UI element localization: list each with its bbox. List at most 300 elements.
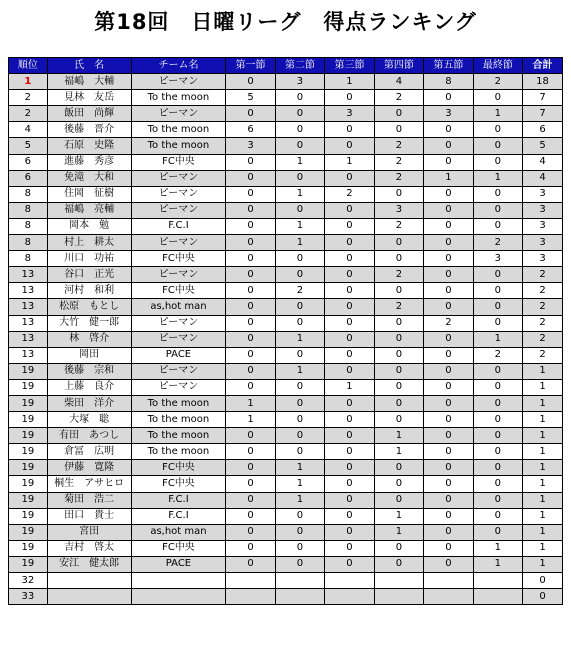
round-3-cell: 0 bbox=[325, 267, 374, 283]
round-5-cell: 0 bbox=[424, 218, 473, 234]
table-row bbox=[9, 444, 563, 460]
round-4-cell: 0 bbox=[374, 283, 423, 299]
round-3-cell: 0 bbox=[325, 122, 374, 138]
round-3-cell: 0 bbox=[325, 508, 374, 524]
round-1-cell: 0 bbox=[226, 235, 275, 251]
round-3-cell: 1 bbox=[325, 154, 374, 170]
round-2-cell: 1 bbox=[275, 363, 324, 379]
rank-cell: 8 bbox=[9, 186, 48, 202]
table-row bbox=[9, 315, 563, 331]
table-row bbox=[9, 363, 563, 379]
round-5-cell: 0 bbox=[424, 412, 473, 428]
round-1-cell: 0 bbox=[226, 540, 275, 556]
round-5-cell: 0 bbox=[424, 186, 473, 202]
round-3-cell: 0 bbox=[325, 460, 374, 476]
total-cell: 1 bbox=[523, 540, 563, 556]
team-cell: ピーマン bbox=[131, 267, 226, 283]
round-3-cell: 0 bbox=[325, 476, 374, 492]
table-row bbox=[9, 154, 563, 170]
rank-cell: 19 bbox=[9, 508, 48, 524]
final-round-cell: 0 bbox=[473, 218, 522, 234]
rank-cell: 4 bbox=[9, 122, 48, 138]
final-round-cell: 0 bbox=[473, 508, 522, 524]
round-4-cell: 0 bbox=[374, 363, 423, 379]
round-3-cell: 2 bbox=[325, 186, 374, 202]
round-1-cell: 0 bbox=[226, 363, 275, 379]
player-name-cell: 住岡 征樹 bbox=[47, 186, 131, 202]
table-row bbox=[9, 251, 563, 267]
player-name-cell: 安江 健太郎 bbox=[47, 556, 131, 572]
team-cell: F.C.I bbox=[131, 218, 226, 234]
round-2-cell: 0 bbox=[275, 122, 324, 138]
player-name-cell: 福嶋 大輔 bbox=[47, 74, 131, 90]
rank-cell: 13 bbox=[9, 331, 48, 347]
round-4-cell: 0 bbox=[374, 186, 423, 202]
round-2-cell: 3 bbox=[275, 74, 324, 90]
round-3-cell bbox=[325, 589, 374, 605]
round-1-cell: 0 bbox=[226, 460, 275, 476]
team-cell: To the moon bbox=[131, 90, 226, 106]
round-3-cell: 0 bbox=[325, 202, 374, 218]
round-4-cell: 2 bbox=[374, 90, 423, 106]
round-1-cell: 1 bbox=[226, 395, 275, 411]
round-4-cell: 3 bbox=[374, 202, 423, 218]
round-5-cell: 0 bbox=[424, 283, 473, 299]
round-5-cell: 1 bbox=[424, 170, 473, 186]
round-2-cell: 0 bbox=[275, 90, 324, 106]
total-cell: 2 bbox=[523, 331, 563, 347]
team-cell: as,hot man bbox=[131, 524, 226, 540]
final-round-cell: 0 bbox=[473, 283, 522, 299]
header-team: チーム名 bbox=[131, 58, 226, 74]
round-3-cell: 0 bbox=[325, 170, 374, 186]
round-1-cell bbox=[226, 573, 275, 589]
player-name-cell bbox=[47, 589, 131, 605]
round-4-cell: 2 bbox=[374, 138, 423, 154]
round-2-cell: 0 bbox=[275, 347, 324, 363]
round-4-cell: 2 bbox=[374, 299, 423, 315]
table-row bbox=[9, 460, 563, 476]
round-4-cell: 4 bbox=[374, 74, 423, 90]
final-round-cell: 0 bbox=[473, 299, 522, 315]
total-cell: 2 bbox=[523, 315, 563, 331]
round-4-cell: 0 bbox=[374, 476, 423, 492]
player-name-cell: 河村 和利 bbox=[47, 283, 131, 299]
player-name-cell bbox=[47, 573, 131, 589]
round-4-cell: 0 bbox=[374, 315, 423, 331]
total-cell: 1 bbox=[523, 460, 563, 476]
round-3-cell: 0 bbox=[325, 412, 374, 428]
round-3-cell: 0 bbox=[325, 395, 374, 411]
round-4-cell: 0 bbox=[374, 492, 423, 508]
round-5-cell: 0 bbox=[424, 524, 473, 540]
round-4-cell: 0 bbox=[374, 122, 423, 138]
round-2-cell: 0 bbox=[275, 444, 324, 460]
player-name-cell: 桐生 アサヒロ bbox=[47, 476, 131, 492]
round-5-cell: 0 bbox=[424, 444, 473, 460]
total-cell: 1 bbox=[523, 428, 563, 444]
team-cell: ピーマン bbox=[131, 331, 226, 347]
table-row bbox=[9, 540, 563, 556]
total-cell: 3 bbox=[523, 202, 563, 218]
round-1-cell: 0 bbox=[226, 170, 275, 186]
final-round-cell: 1 bbox=[473, 556, 522, 572]
round-4-cell: 0 bbox=[374, 106, 423, 122]
table-row bbox=[9, 428, 563, 444]
table-row bbox=[9, 573, 563, 589]
round-3-cell: 0 bbox=[325, 331, 374, 347]
table-row bbox=[9, 476, 563, 492]
round-2-cell bbox=[275, 573, 324, 589]
round-1-cell: 0 bbox=[226, 202, 275, 218]
round-1-cell: 0 bbox=[226, 379, 275, 395]
final-round-cell: 0 bbox=[473, 379, 522, 395]
round-1-cell: 3 bbox=[226, 138, 275, 154]
team-cell: FC中央 bbox=[131, 460, 226, 476]
round-2-cell: 2 bbox=[275, 283, 324, 299]
round-4-cell: 0 bbox=[374, 540, 423, 556]
table-row bbox=[9, 508, 563, 524]
total-cell: 1 bbox=[523, 412, 563, 428]
round-3-cell: 0 bbox=[325, 218, 374, 234]
round-2-cell: 0 bbox=[275, 412, 324, 428]
round-1-cell: 0 bbox=[226, 267, 275, 283]
player-name-cell: 伊藤 寛隆 bbox=[47, 460, 131, 476]
header-round-4: 第四節 bbox=[374, 58, 423, 74]
round-4-cell: 0 bbox=[374, 347, 423, 363]
final-round-cell: 2 bbox=[473, 347, 522, 363]
total-cell: 1 bbox=[523, 492, 563, 508]
ranking-table bbox=[8, 57, 563, 605]
header-row bbox=[9, 58, 563, 74]
round-1-cell: 0 bbox=[226, 444, 275, 460]
player-name-cell: 松原 もとし bbox=[47, 299, 131, 315]
round-3-cell: 0 bbox=[325, 251, 374, 267]
round-1-cell bbox=[226, 589, 275, 605]
rank-cell: 13 bbox=[9, 347, 48, 363]
team-cell: ピーマン bbox=[131, 379, 226, 395]
round-5-cell: 2 bbox=[424, 315, 473, 331]
round-2-cell: 0 bbox=[275, 202, 324, 218]
round-4-cell: 0 bbox=[374, 235, 423, 251]
final-round-cell: 0 bbox=[473, 315, 522, 331]
final-round-cell: 0 bbox=[473, 428, 522, 444]
round-5-cell: 0 bbox=[424, 235, 473, 251]
round-1-cell: 0 bbox=[226, 106, 275, 122]
total-cell: 6 bbox=[523, 122, 563, 138]
round-3-cell: 0 bbox=[325, 347, 374, 363]
round-3-cell: 1 bbox=[325, 74, 374, 90]
table-row bbox=[9, 283, 563, 299]
final-round-cell: 0 bbox=[473, 122, 522, 138]
table-row bbox=[9, 235, 563, 251]
header-name: 氏 名 bbox=[47, 58, 131, 74]
round-4-cell bbox=[374, 589, 423, 605]
team-cell: To the moon bbox=[131, 122, 226, 138]
team-cell: FC中央 bbox=[131, 540, 226, 556]
round-4-cell: 2 bbox=[374, 170, 423, 186]
rank-cell: 13 bbox=[9, 299, 48, 315]
round-5-cell: 0 bbox=[424, 556, 473, 572]
round-2-cell: 0 bbox=[275, 106, 324, 122]
header-final-round: 最終節 bbox=[473, 58, 522, 74]
team-cell: ピーマン bbox=[131, 106, 226, 122]
round-4-cell: 1 bbox=[374, 524, 423, 540]
rank-cell: 19 bbox=[9, 395, 48, 411]
table-row bbox=[9, 299, 563, 315]
round-4-cell bbox=[374, 573, 423, 589]
table-row bbox=[9, 202, 563, 218]
player-name-cell: 倉冨 広明 bbox=[47, 444, 131, 460]
table-row bbox=[9, 412, 563, 428]
round-5-cell: 0 bbox=[424, 267, 473, 283]
final-round-cell: 0 bbox=[473, 492, 522, 508]
final-round-cell bbox=[473, 589, 522, 605]
total-cell: 5 bbox=[523, 138, 563, 154]
final-round-cell: 0 bbox=[473, 444, 522, 460]
round-2-cell: 0 bbox=[275, 299, 324, 315]
player-name-cell: 岡田 bbox=[47, 347, 131, 363]
round-4-cell: 2 bbox=[374, 218, 423, 234]
round-3-cell: 0 bbox=[325, 235, 374, 251]
final-round-cell: 1 bbox=[473, 106, 522, 122]
final-round-cell: 0 bbox=[473, 186, 522, 202]
round-5-cell: 0 bbox=[424, 428, 473, 444]
player-name-cell: 大竹 健一郎 bbox=[47, 315, 131, 331]
final-round-cell: 1 bbox=[473, 170, 522, 186]
team-cell: ピーマン bbox=[131, 186, 226, 202]
rank-cell: 13 bbox=[9, 283, 48, 299]
round-5-cell: 0 bbox=[424, 299, 473, 315]
round-5-cell: 0 bbox=[424, 347, 473, 363]
round-5-cell: 3 bbox=[424, 106, 473, 122]
final-round-cell: 1 bbox=[473, 331, 522, 347]
ranking-body bbox=[9, 74, 563, 605]
rank-cell: 19 bbox=[9, 476, 48, 492]
round-4-cell: 1 bbox=[374, 428, 423, 444]
round-2-cell: 0 bbox=[275, 379, 324, 395]
total-cell: 1 bbox=[523, 395, 563, 411]
round-4-cell: 1 bbox=[374, 444, 423, 460]
table-row bbox=[9, 524, 563, 540]
total-cell: 3 bbox=[523, 235, 563, 251]
round-3-cell: 0 bbox=[325, 315, 374, 331]
round-5-cell: 0 bbox=[424, 202, 473, 218]
total-cell: 2 bbox=[523, 283, 563, 299]
round-2-cell: 1 bbox=[275, 218, 324, 234]
round-2-cell: 0 bbox=[275, 315, 324, 331]
rank-cell: 19 bbox=[9, 460, 48, 476]
final-round-cell: 0 bbox=[473, 476, 522, 492]
player-name-cell: 菊田 浩二 bbox=[47, 492, 131, 508]
round-2-cell: 1 bbox=[275, 235, 324, 251]
team-cell bbox=[131, 573, 226, 589]
round-4-cell: 0 bbox=[374, 379, 423, 395]
total-cell: 7 bbox=[523, 90, 563, 106]
team-cell: ピーマン bbox=[131, 74, 226, 90]
player-name-cell: 大塚 聡 bbox=[47, 412, 131, 428]
rank-cell: 19 bbox=[9, 412, 48, 428]
round-4-cell: 0 bbox=[374, 412, 423, 428]
round-3-cell: 0 bbox=[325, 283, 374, 299]
round-4-cell: 0 bbox=[374, 331, 423, 347]
player-name-cell: 福嶋 亮輔 bbox=[47, 202, 131, 218]
rank-cell: 2 bbox=[9, 90, 48, 106]
table-row bbox=[9, 122, 563, 138]
player-name-cell: 後藤 晋介 bbox=[47, 122, 131, 138]
table-row bbox=[9, 267, 563, 283]
rank-cell: 8 bbox=[9, 235, 48, 251]
round-1-cell: 0 bbox=[226, 74, 275, 90]
round-1-cell: 0 bbox=[226, 556, 275, 572]
player-name-cell: 見林 友岳 bbox=[47, 90, 131, 106]
team-cell: PACE bbox=[131, 347, 226, 363]
final-round-cell: 2 bbox=[473, 235, 522, 251]
round-3-cell: 1 bbox=[325, 379, 374, 395]
round-2-cell: 0 bbox=[275, 170, 324, 186]
rank-cell: 13 bbox=[9, 315, 48, 331]
rank-cell: 19 bbox=[9, 363, 48, 379]
round-3-cell: 0 bbox=[325, 492, 374, 508]
header-round-2: 第二節 bbox=[275, 58, 324, 74]
player-name-cell: 林 啓介 bbox=[47, 331, 131, 347]
team-cell: To the moon bbox=[131, 444, 226, 460]
round-3-cell: 0 bbox=[325, 524, 374, 540]
rank-cell: 19 bbox=[9, 540, 48, 556]
total-cell: 1 bbox=[523, 556, 563, 572]
team-cell: To the moon bbox=[131, 428, 226, 444]
team-cell: To the moon bbox=[131, 138, 226, 154]
table-row bbox=[9, 589, 563, 605]
round-3-cell: 0 bbox=[325, 90, 374, 106]
total-cell: 18 bbox=[523, 74, 563, 90]
table-row bbox=[9, 395, 563, 411]
rank-cell: 13 bbox=[9, 267, 48, 283]
round-2-cell bbox=[275, 589, 324, 605]
round-3-cell: 0 bbox=[325, 556, 374, 572]
round-2-cell: 0 bbox=[275, 428, 324, 444]
round-5-cell: 0 bbox=[424, 363, 473, 379]
player-name-cell: 岡本 勉 bbox=[47, 218, 131, 234]
table-row bbox=[9, 218, 563, 234]
round-5-cell: 0 bbox=[424, 492, 473, 508]
table-row bbox=[9, 492, 563, 508]
round-2-cell: 0 bbox=[275, 395, 324, 411]
round-1-cell: 0 bbox=[226, 508, 275, 524]
total-cell: 2 bbox=[523, 299, 563, 315]
player-name-cell: 谷口 正光 bbox=[47, 267, 131, 283]
team-cell: ピーマン bbox=[131, 235, 226, 251]
total-cell: 2 bbox=[523, 347, 563, 363]
player-name-cell: 吉村 啓太 bbox=[47, 540, 131, 556]
final-round-cell: 0 bbox=[473, 460, 522, 476]
round-3-cell: 0 bbox=[325, 444, 374, 460]
total-cell: 4 bbox=[523, 170, 563, 186]
round-5-cell: 0 bbox=[424, 251, 473, 267]
round-4-cell: 2 bbox=[374, 267, 423, 283]
round-3-cell: 3 bbox=[325, 106, 374, 122]
final-round-cell: 1 bbox=[473, 540, 522, 556]
round-2-cell: 1 bbox=[275, 460, 324, 476]
final-round-cell: 0 bbox=[473, 138, 522, 154]
rank-cell: 5 bbox=[9, 138, 48, 154]
rank-cell: 1 bbox=[9, 74, 48, 90]
rank-cell: 8 bbox=[9, 218, 48, 234]
rank-cell: 19 bbox=[9, 428, 48, 444]
player-name-cell: 村上 耕太 bbox=[47, 235, 131, 251]
round-1-cell: 1 bbox=[226, 412, 275, 428]
total-cell: 0 bbox=[523, 589, 563, 605]
final-round-cell: 3 bbox=[473, 251, 522, 267]
round-4-cell: 0 bbox=[374, 460, 423, 476]
round-2-cell: 1 bbox=[275, 492, 324, 508]
round-2-cell: 0 bbox=[275, 540, 324, 556]
round-1-cell: 0 bbox=[226, 186, 275, 202]
round-3-cell: 0 bbox=[325, 540, 374, 556]
total-cell: 4 bbox=[523, 154, 563, 170]
total-cell: 1 bbox=[523, 444, 563, 460]
table-row bbox=[9, 138, 563, 154]
round-4-cell: 2 bbox=[374, 154, 423, 170]
round-3-cell: 0 bbox=[325, 299, 374, 315]
round-5-cell: 8 bbox=[424, 74, 473, 90]
final-round-cell: 0 bbox=[473, 267, 522, 283]
final-round-cell bbox=[473, 573, 522, 589]
total-cell: 1 bbox=[523, 379, 563, 395]
round-3-cell: 0 bbox=[325, 363, 374, 379]
round-1-cell: 0 bbox=[226, 154, 275, 170]
team-cell: F.C.I bbox=[131, 492, 226, 508]
round-5-cell bbox=[424, 573, 473, 589]
table-row bbox=[9, 106, 563, 122]
total-cell: 3 bbox=[523, 218, 563, 234]
round-2-cell: 0 bbox=[275, 267, 324, 283]
team-cell bbox=[131, 589, 226, 605]
final-round-cell: 0 bbox=[473, 154, 522, 170]
header-total: 合計 bbox=[523, 58, 563, 74]
table-row bbox=[9, 90, 563, 106]
rank-cell: 19 bbox=[9, 524, 48, 540]
table-row bbox=[9, 379, 563, 395]
table-row bbox=[9, 170, 563, 186]
rank-cell: 8 bbox=[9, 251, 48, 267]
table-row bbox=[9, 331, 563, 347]
total-cell: 3 bbox=[523, 186, 563, 202]
player-name-cell: 後藤 宗和 bbox=[47, 363, 131, 379]
round-1-cell: 0 bbox=[226, 315, 275, 331]
player-name-cell: 石原 史隆 bbox=[47, 138, 131, 154]
round-4-cell: 1 bbox=[374, 508, 423, 524]
player-name-cell: 免滝 大和 bbox=[47, 170, 131, 186]
round-5-cell: 0 bbox=[424, 460, 473, 476]
round-5-cell: 0 bbox=[424, 331, 473, 347]
player-name-cell: 進藤 秀彦 bbox=[47, 154, 131, 170]
team-cell: ピーマン bbox=[131, 363, 226, 379]
rank-cell: 19 bbox=[9, 379, 48, 395]
round-2-cell: 0 bbox=[275, 508, 324, 524]
header-round-5: 第五節 bbox=[424, 58, 473, 74]
round-5-cell bbox=[424, 589, 473, 605]
table-row bbox=[9, 347, 563, 363]
round-1-cell: 0 bbox=[226, 251, 275, 267]
rank-cell: 6 bbox=[9, 170, 48, 186]
total-cell: 1 bbox=[523, 363, 563, 379]
round-5-cell: 0 bbox=[424, 90, 473, 106]
rank-cell: 6 bbox=[9, 154, 48, 170]
total-cell: 0 bbox=[523, 573, 563, 589]
team-cell: F.C.I bbox=[131, 508, 226, 524]
total-cell: 2 bbox=[523, 267, 563, 283]
